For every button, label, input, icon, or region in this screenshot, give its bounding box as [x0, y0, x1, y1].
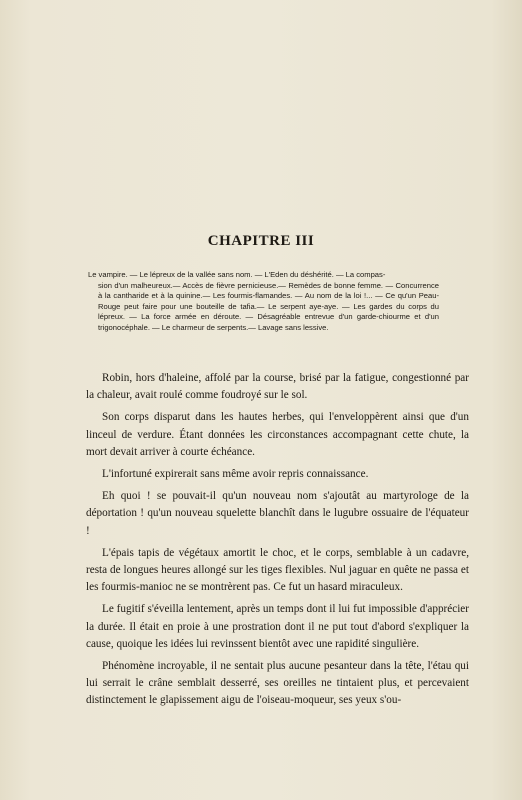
chapter-body: [86, 370, 469, 715]
summary-continuation: sion d'un malheureux.— Accès de fièvre pernicieuse.— Remèdes de bonne femme. — Concurrence à la cantharide et à la quinine.— Les fourmis-flamandes. — Au nom de la loi !... — Ce qu'un Peau-Rouge peut faire pour une bouteille de tafia.— Le serpent aye-aye. — Les gardes du corps du lépreux. — La force armée en déroute. — Désagréable entrevue d'un garde-chiourme et d'un trigonocéphale. — Le charmeur de serpents.— Lavage sans lessive.: [98, 280, 439, 332]
chapter-title: CHAPITRE III: [207, 233, 315, 249]
paragraph: Phénomène incroyable, il ne sentait plus aucune pesanteur dans la tête, l'étau qui lui serrait le crâne semblait desserré, ses oreilles ne tintaient plus, et percevaient distinctement le glapissement aigu de l'oiseau-moqueur, ses yeux s'ou-: [86, 660, 469, 707]
summary-first-line: Le vampire. — Le lépreux de la vallée sans nom. — L'Eden du déshérité. — La compas-: [88, 270, 386, 279]
chapter-summary: [88, 270, 439, 334]
paragraph: Robin, hors d'haleine, affolé par la course, brisé par la fatigue, congestionné par la chaleur, avait roulé comme foudroyé sur le sol.: [86, 372, 469, 402]
paragraph: Eh quoi ! se pouvait-il qu'un nouveau nom s'ajoutât au martyrologe de la déportation ! qu'un nouveau squelette blanchît dans le lugubre ossuaire de l'équateur !: [86, 490, 469, 537]
paragraph: L'épais tapis de végétaux amortit le choc, et le corps, semblable à un cadavre, resta de longues heures allongé sur les tiges flexibles. Nul jaguar en quête ne passa et les fourmis-manioc ne se montrèrent pas. Ce fut un hasard miraculeux.: [86, 546, 469, 594]
paragraph: Le fugitif s'éveilla lentement, après un temps dont il lui fut impossible d'apprécier la durée. Il était en proie à une prostration dont il ne put tout d'abord s'expliquer la cause, quoique les idées lui revinssent bientôt avec une rapidité singulière.: [86, 603, 469, 650]
paragraph: L'infortuné expirerait sans même avoir repris connaissance.: [102, 468, 369, 481]
paragraph: Son corps disparut dans les hautes herbes, qui l'enveloppèrent ainsi que d'un linceul de verdure. Étant données les circonstances accompagnant cette chute, la mort devait arriver à courte échéance.: [86, 411, 469, 458]
